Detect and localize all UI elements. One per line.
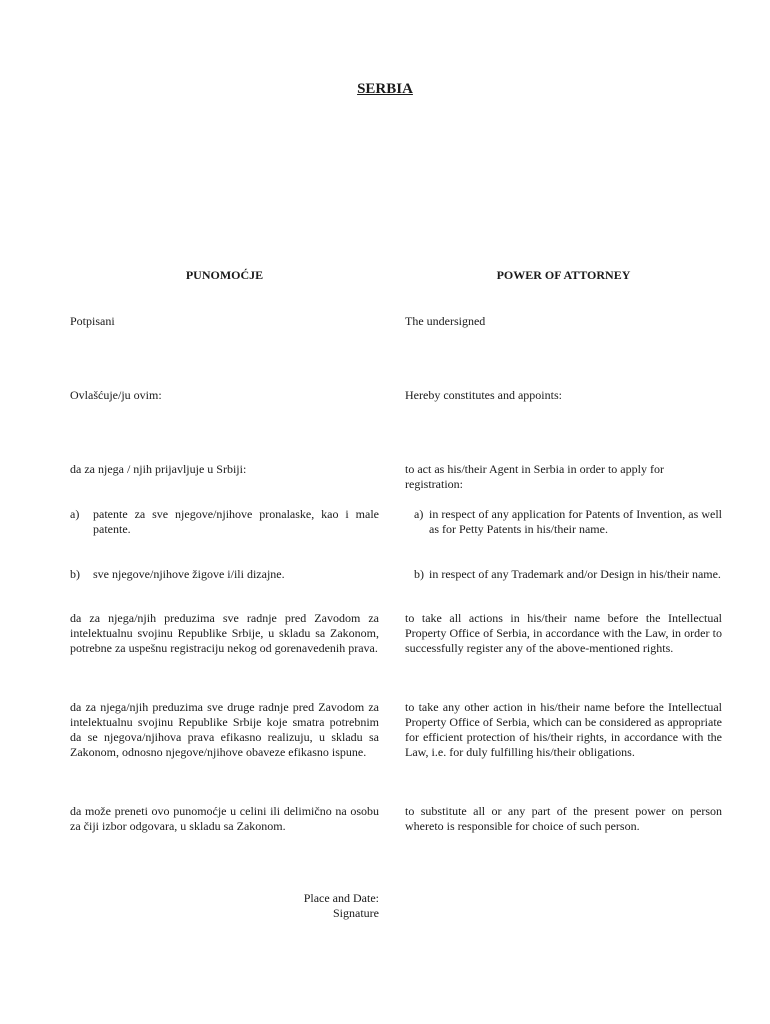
right-heading: POWER OF ATTORNEY: [496, 268, 631, 282]
signature-block: [200, 891, 379, 921]
right-item-a-mark: a): [414, 507, 424, 521]
right-purpose: to act as his/their Agent in Serbia in order to apply for registration:: [405, 462, 664, 491]
left-undersigned: Potpisani: [70, 314, 115, 328]
right-item-b: [405, 567, 722, 582]
left-item-b: [70, 567, 379, 582]
place-date-label: Place and Date:: [303, 891, 379, 905]
left-appoints: Ovlašćuje/ju ovim:: [70, 388, 162, 402]
left-other-actions: da za njega/njih preduzima sve druge radnje pred Zavodom za intelektualnu svojinu Republike Srbije koje smatra potrebnim da se njegova/njihova prava efikasno realizuju, u skladu sa Zakonom, odnosno njegove/njihove obaveze efikasno ispune.: [70, 700, 379, 759]
right-item-a-text: in respect of any application for Patents of Invention, as well as for Petty Patents in his/their name.: [429, 507, 722, 536]
right-undersigned: The undersigned: [405, 314, 486, 328]
right-item-b-text: in respect of any Trademark and/or Design in his/their name.: [429, 567, 721, 581]
left-heading: PUNOMOĆJE: [185, 268, 264, 282]
left-actions: da za njega/njih preduzima sve radnje pred Zavodom za intelektualnu svojinu Republike Srbije, u skladu sa Zakonom, potrebne za uspešnu registraciju nekog od gorenavedenih prava.: [70, 611, 379, 655]
document-title: SERBIA: [357, 81, 413, 97]
left-purpose: da za njega / njih prijavljuje u Srbiji:: [70, 462, 247, 476]
signature-label: Signature: [333, 906, 379, 920]
right-substitute: to substitute all or any part of the present power on person whereto is responsible for choice of such person.: [405, 804, 722, 833]
right-appoints: Hereby constitutes and appoints:: [405, 388, 562, 402]
right-item-b-mark: b): [414, 567, 424, 581]
right-other-actions: to take any other action in his/their name before the Intellectual Property Office of Serbia, which can be considered as appropriate for efficient protection of his/their rights, in accordance with the Law, i.e. for duly fulfilling his/their obligations.: [405, 700, 722, 759]
left-item-a-mark: a): [70, 507, 80, 521]
left-item-b-text: sve njegove/njihove žigove i/ili dizajne.: [93, 567, 285, 581]
left-item-a-text: patente za sve njegove/njihove pronalaske, kao i male patente.: [93, 507, 379, 536]
left-item-a: [70, 507, 379, 537]
left-item-b-mark: b): [70, 567, 80, 581]
right-item-a: [405, 507, 722, 537]
right-actions: to take all actions in his/their name before the Intellectual Property Office of Serbia, in accordance with the Law, in order to successfully register any of the above-mentioned rights.: [405, 611, 722, 655]
left-substitute: da može preneti ovo punomoćje u celini ili delimično na osobu za čiji izbor odgovara, u skladu sa Zakonom.: [70, 804, 379, 833]
